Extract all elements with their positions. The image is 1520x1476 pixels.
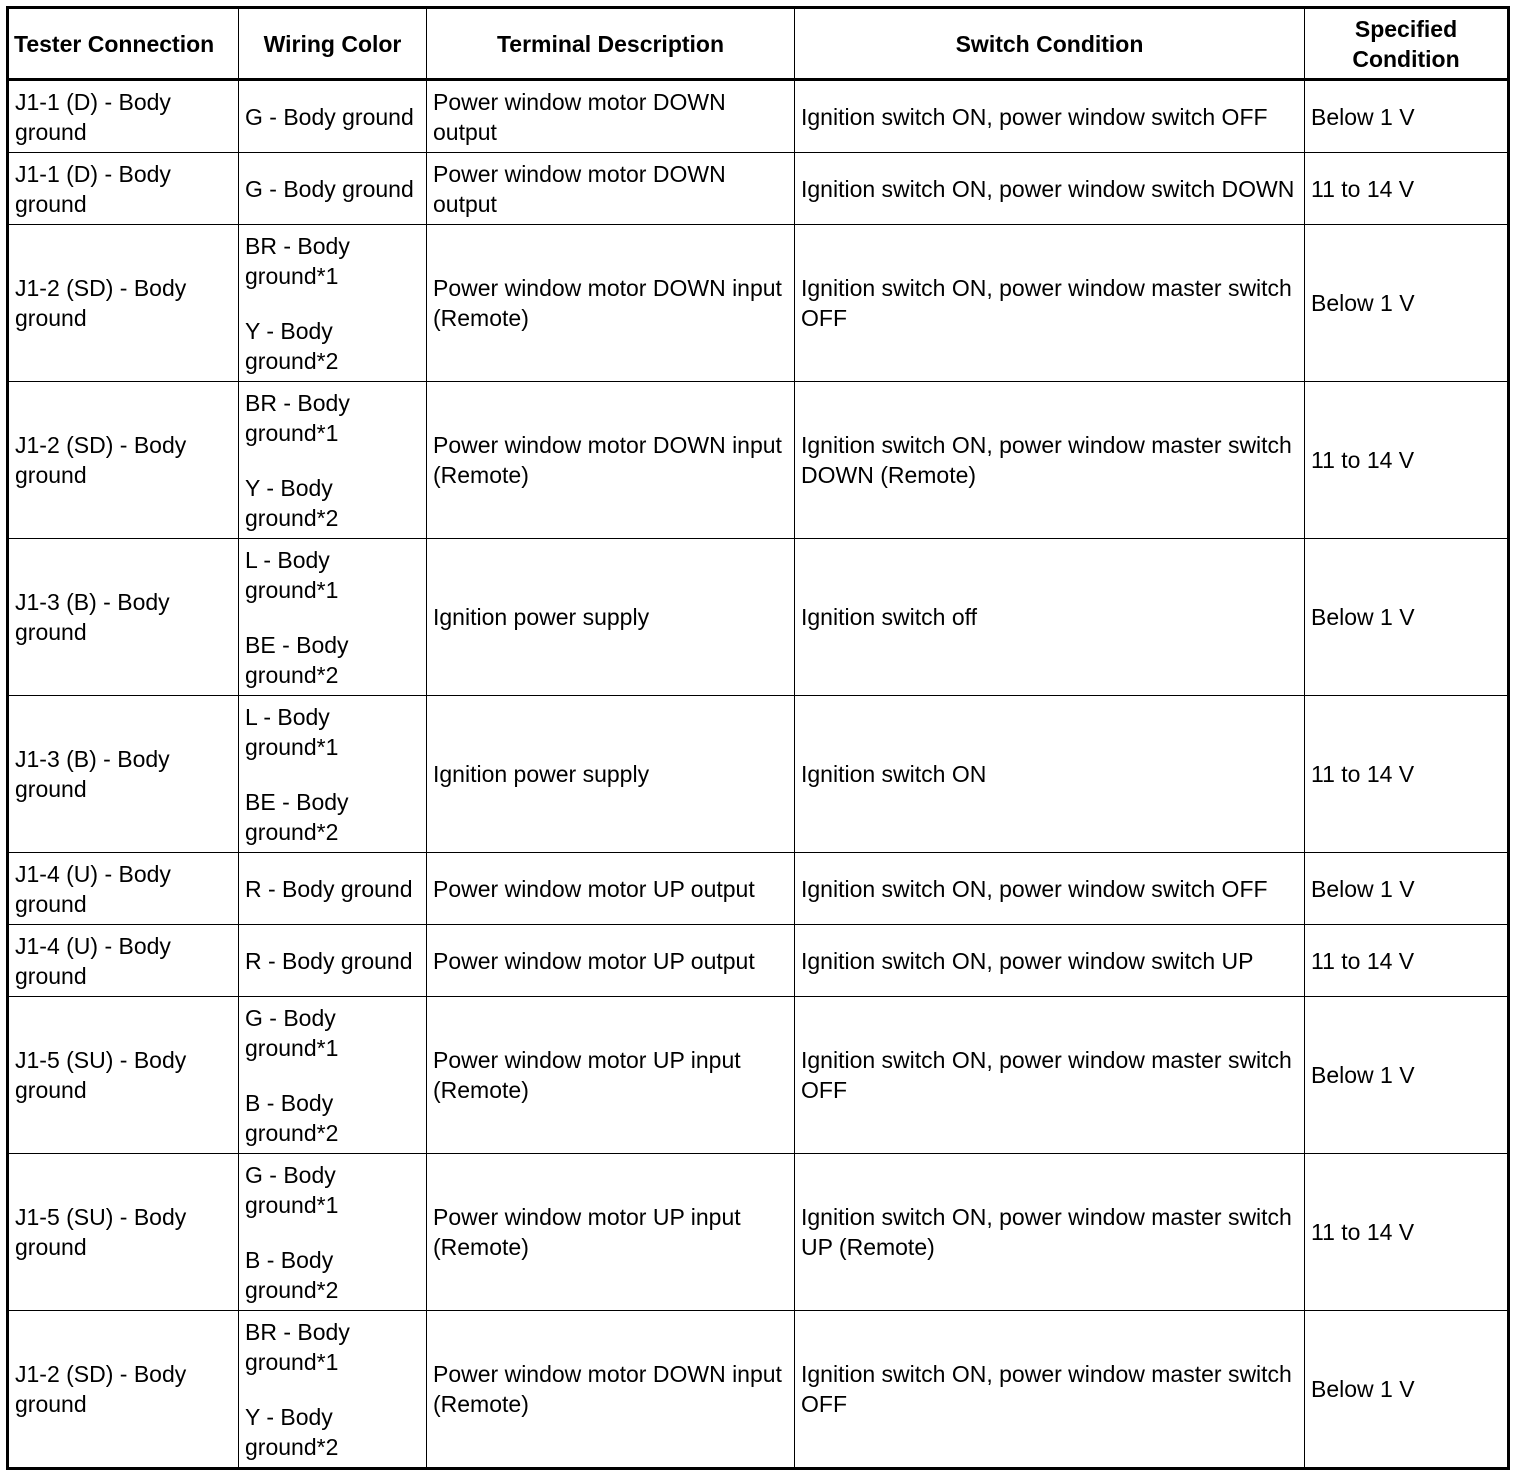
table-row [8, 382, 1509, 539]
cell-terminal-description: Power window motor UP input (Remote) [427, 1154, 795, 1311]
cell-tester-connection: J1-2 (SD) - Body ground [8, 225, 239, 382]
table-row [8, 225, 1509, 382]
cell-specified-condition: 11 to 14 V [1305, 153, 1509, 225]
cell-wiring-color [239, 925, 427, 997]
cell-tester-connection: J1-5 (SU) - Body ground [8, 1154, 239, 1311]
cell-specified-condition: Below 1 V [1305, 997, 1509, 1154]
cell-switch-condition: Ignition switch ON, power window master switch OFF [795, 1311, 1305, 1469]
cell-specified-condition: 11 to 14 V [1305, 925, 1509, 997]
wiring-color-value: B - Body ground*2 [245, 1246, 339, 1303]
table-row [8, 696, 1509, 853]
wiring-color-value: G - Body ground [245, 103, 414, 130]
header-terminal-description: Terminal Description [427, 8, 795, 80]
cell-tester-connection: J1-2 (SD) - Body ground [8, 1311, 239, 1469]
terminal-inspection-table [6, 6, 1510, 1470]
cell-specified-condition: Below 1 V [1305, 853, 1509, 925]
cell-tester-connection: J1-1 (D) - Body ground [8, 153, 239, 225]
cell-terminal-description: Power window motor DOWN output [427, 153, 795, 225]
wiring-color-value: Y - Body ground*2 [245, 1403, 339, 1460]
header-specified-condition: Specified Condition [1305, 8, 1509, 80]
cell-specified-condition: Below 1 V [1305, 80, 1509, 153]
cell-switch-condition: Ignition switch ON [795, 696, 1305, 853]
wiring-color-value: BR - Body ground*1 [245, 1318, 350, 1375]
cell-terminal-description: Power window motor UP output [427, 853, 795, 925]
cell-tester-connection: J1-3 (B) - Body ground [8, 539, 239, 696]
cell-switch-condition: Ignition switch off [795, 539, 1305, 696]
wiring-color-value: G - Body ground*1 [245, 1004, 339, 1061]
cell-terminal-description: Power window motor DOWN input (Remote) [427, 225, 795, 382]
header-row [8, 8, 1509, 80]
cell-wiring-color [239, 1311, 427, 1469]
cell-terminal-description: Power window motor DOWN output [427, 80, 795, 153]
cell-tester-connection: J1-1 (D) - Body ground [8, 80, 239, 153]
cell-tester-connection: J1-4 (U) - Body ground [8, 925, 239, 997]
header-switch-condition: Switch Condition [795, 8, 1305, 80]
wiring-color-value: BE - Body ground*2 [245, 631, 349, 688]
inspection-table-container [6, 6, 1510, 1470]
cell-wiring-color [239, 696, 427, 853]
table-row [8, 853, 1509, 925]
cell-terminal-description: Power window motor DOWN input (Remote) [427, 1311, 795, 1469]
wiring-color-value: R - Body ground [245, 875, 413, 902]
cell-terminal-description: Power window motor UP input (Remote) [427, 997, 795, 1154]
cell-wiring-color [239, 382, 427, 539]
table-row [8, 80, 1509, 153]
header-tester-connection: Tester Connection [8, 8, 239, 80]
cell-specified-condition: 11 to 14 V [1305, 696, 1509, 853]
cell-switch-condition: Ignition switch ON, power window master switch OFF [795, 225, 1305, 382]
cell-switch-condition: Ignition switch ON, power window master switch DOWN (Remote) [795, 382, 1305, 539]
cell-wiring-color [239, 539, 427, 696]
wiring-color-value: L - Body ground*1 [245, 546, 339, 603]
wiring-color-value: BR - Body ground*1 [245, 232, 350, 289]
wiring-color-value: G - Body ground [245, 175, 414, 202]
table-row [8, 997, 1509, 1154]
wiring-color-value: Y - Body ground*2 [245, 317, 339, 374]
cell-switch-condition: Ignition switch ON, power window switch OFF [795, 80, 1305, 153]
cell-terminal-description: Ignition power supply [427, 696, 795, 853]
cell-wiring-color [239, 225, 427, 382]
cell-switch-condition: Ignition switch ON, power window master switch OFF [795, 997, 1305, 1154]
cell-specified-condition: Below 1 V [1305, 1311, 1509, 1469]
cell-switch-condition: Ignition switch ON, power window switch OFF [795, 853, 1305, 925]
table-row [8, 153, 1509, 225]
cell-specified-condition: Below 1 V [1305, 539, 1509, 696]
cell-wiring-color [239, 1154, 427, 1311]
cell-tester-connection: J1-5 (SU) - Body ground [8, 997, 239, 1154]
cell-wiring-color [239, 997, 427, 1154]
wiring-color-value: G - Body ground*1 [245, 1161, 339, 1218]
header-wiring-color: Wiring Color [239, 8, 427, 80]
wiring-color-value: BR - Body ground*1 [245, 389, 350, 446]
cell-wiring-color [239, 153, 427, 225]
cell-terminal-description: Ignition power supply [427, 539, 795, 696]
wiring-color-value: R - Body ground [245, 947, 413, 974]
wiring-color-value: BE - Body ground*2 [245, 788, 349, 845]
cell-switch-condition: Ignition switch ON, power window master switch UP (Remote) [795, 1154, 1305, 1311]
cell-tester-connection: J1-4 (U) - Body ground [8, 853, 239, 925]
table-row [8, 1154, 1509, 1311]
cell-terminal-description: Power window motor UP output [427, 925, 795, 997]
cell-wiring-color [239, 80, 427, 153]
cell-tester-connection: J1-2 (SD) - Body ground [8, 382, 239, 539]
cell-terminal-description: Power window motor DOWN input (Remote) [427, 382, 795, 539]
table-row [8, 539, 1509, 696]
cell-switch-condition: Ignition switch ON, power window switch UP [795, 925, 1305, 997]
cell-specified-condition: Below 1 V [1305, 225, 1509, 382]
cell-specified-condition: 11 to 14 V [1305, 382, 1509, 539]
cell-switch-condition: Ignition switch ON, power window switch DOWN [795, 153, 1305, 225]
cell-tester-connection: J1-3 (B) - Body ground [8, 696, 239, 853]
wiring-color-value: Y - Body ground*2 [245, 474, 339, 531]
wiring-color-value: L - Body ground*1 [245, 703, 339, 760]
table-row [8, 925, 1509, 997]
wiring-color-value: B - Body ground*2 [245, 1089, 339, 1146]
table-row [8, 1311, 1509, 1469]
cell-wiring-color [239, 853, 427, 925]
cell-specified-condition: 11 to 14 V [1305, 1154, 1509, 1311]
